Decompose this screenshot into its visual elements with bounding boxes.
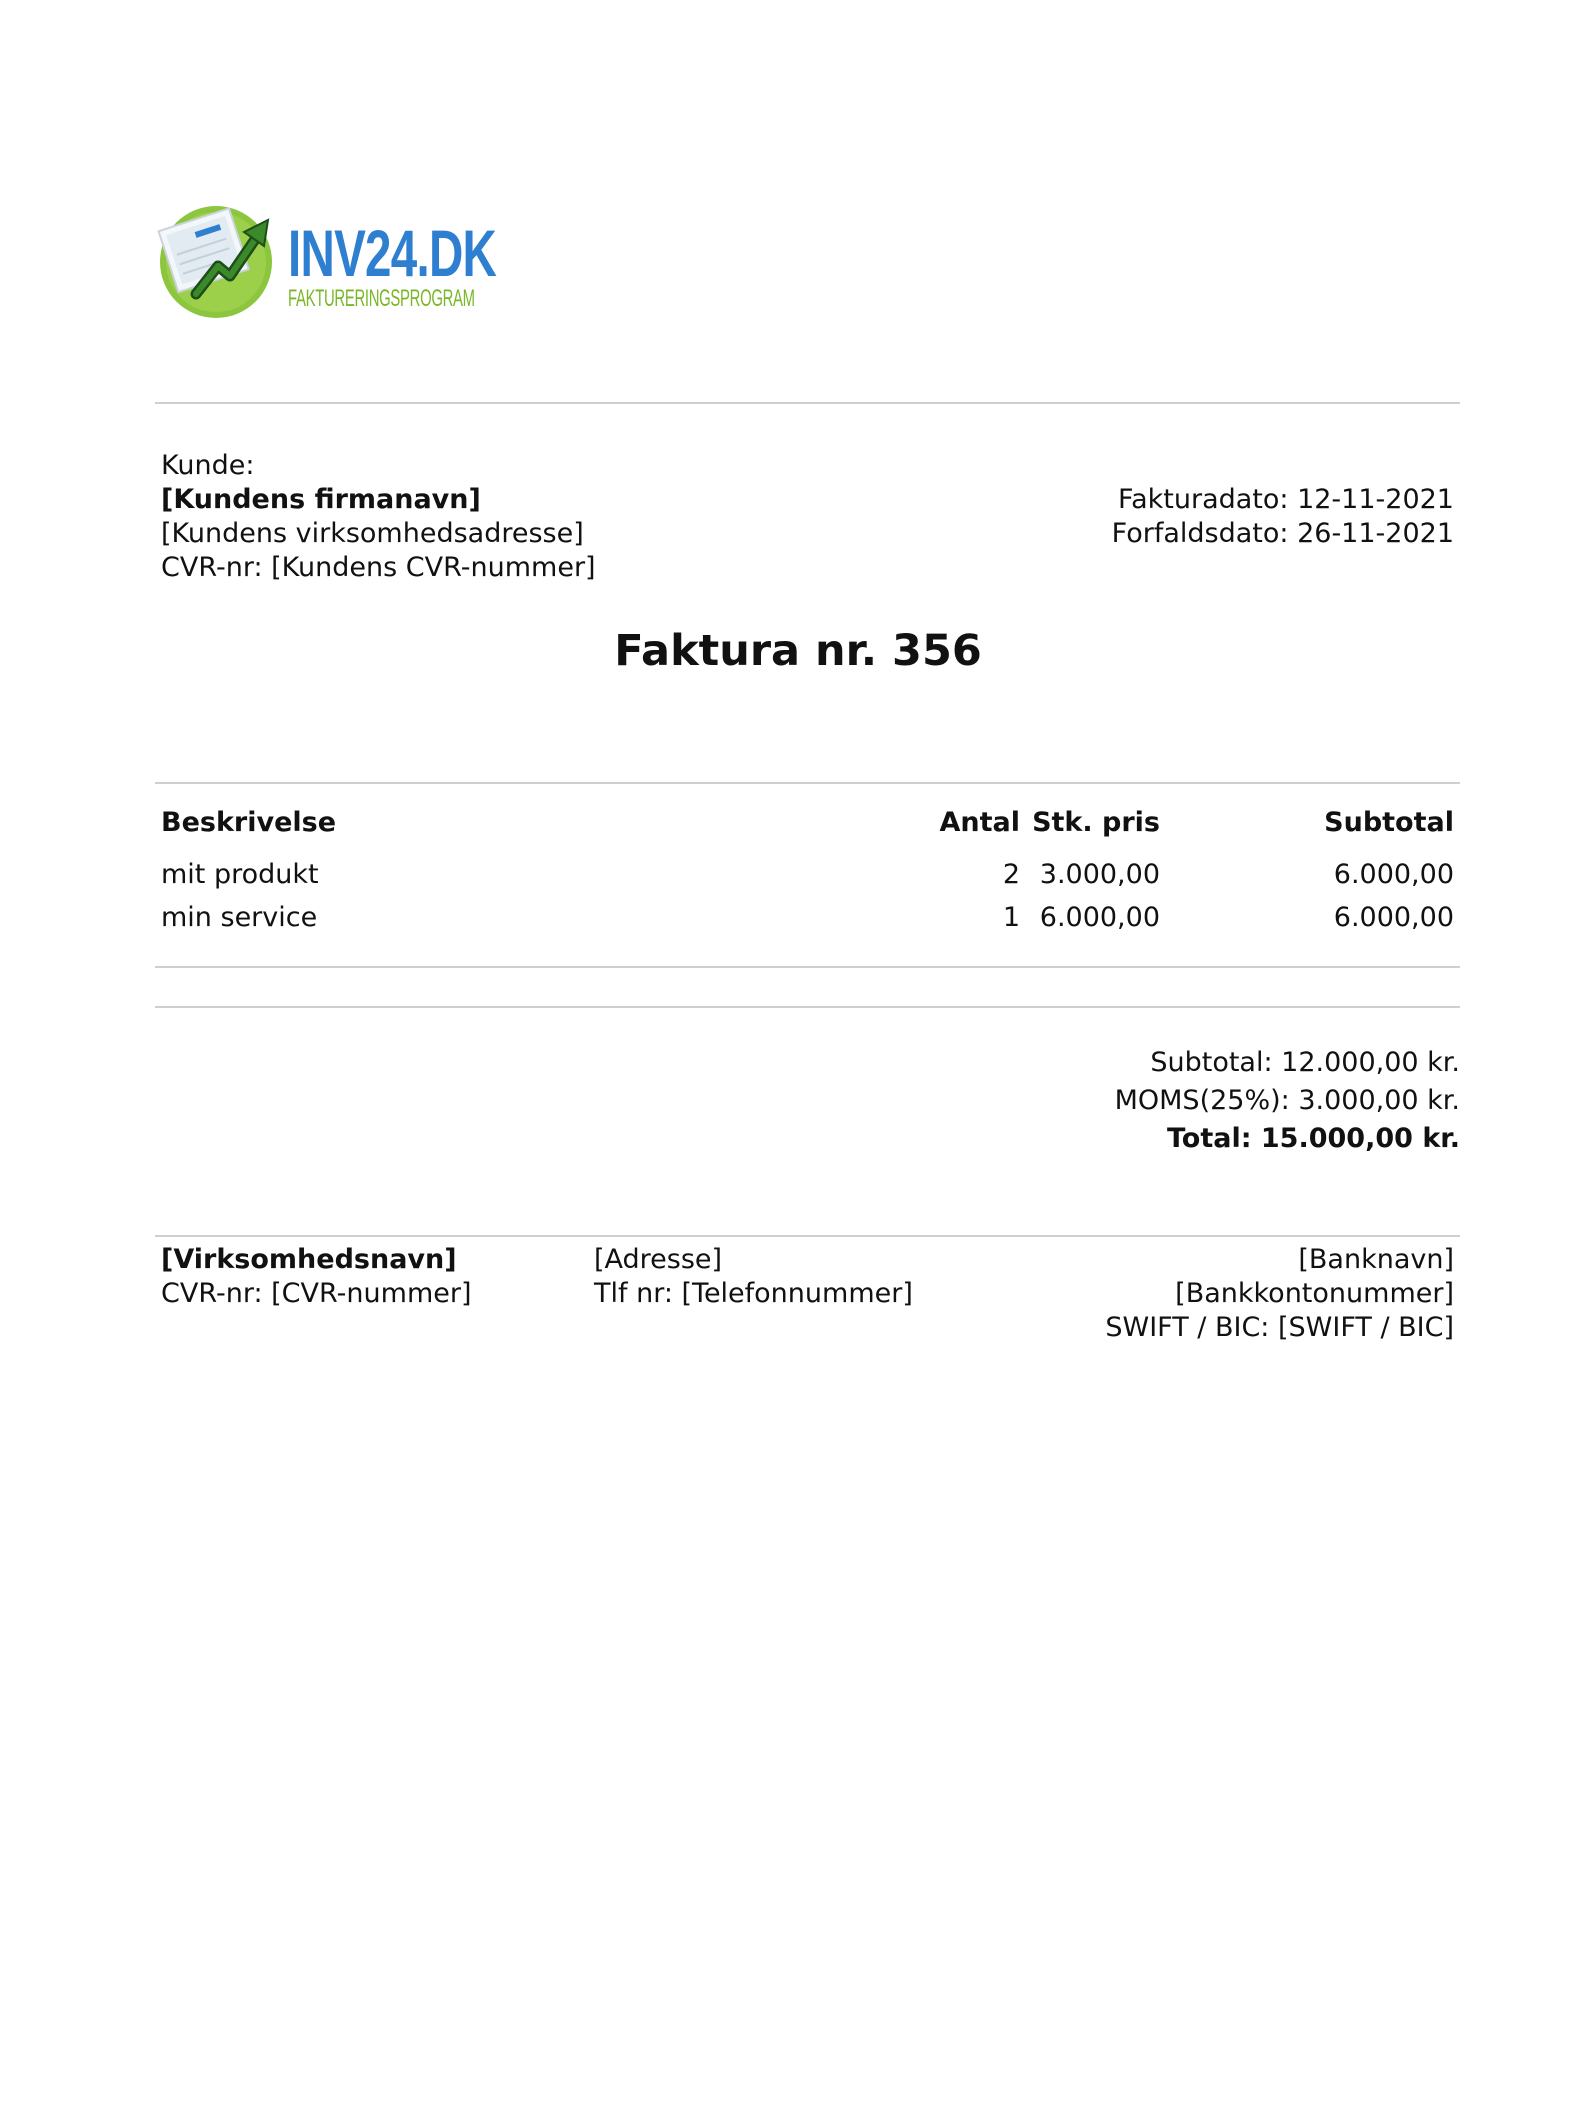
- footer-phone: Tlf nr: [Telefonnummer]: [594, 1278, 913, 1309]
- brand-name: INV24.DK: [288, 216, 497, 290]
- item-unit-price: 3.000,00: [1039, 859, 1160, 890]
- header-quantity: Antal: [939, 807, 1020, 838]
- table-header-row: [161, 806, 1454, 858]
- totals-total: Total: 15.000,00 kr.: [1166, 1123, 1460, 1154]
- table-row: [161, 858, 1454, 901]
- header-subtotal: Subtotal: [1324, 807, 1454, 838]
- totals-subtotal: Subtotal: 12.000,00 kr.: [1150, 1047, 1460, 1078]
- customer-cvr: CVR-nr: [Kundens CVR-nummer]: [161, 552, 596, 583]
- brand-logo: [156, 196, 496, 320]
- items-table: [161, 806, 1454, 944]
- footer-swift: SWIFT / BIC: [SWIFT / BIC]: [1105, 1312, 1454, 1343]
- footer-address: [Adresse]: [594, 1244, 723, 1275]
- items-top-divider: [155, 782, 1460, 784]
- footer-cvr: CVR-nr: [CVR-nummer]: [161, 1278, 472, 1309]
- item-subtotal: 6.000,00: [1333, 859, 1454, 890]
- totals-vat: MOMS(25%): 3.000,00 kr.: [1114, 1085, 1460, 1116]
- invoice-date: Fakturadato: 12-11-2021: [1118, 484, 1454, 515]
- logo-emblem-icon: [156, 196, 286, 320]
- header-unit-price: Stk. pris: [1032, 807, 1160, 838]
- table-row: [161, 901, 1454, 944]
- totals-top-divider: [155, 1006, 1460, 1008]
- customer-label: Kunde:: [161, 450, 255, 481]
- item-quantity: 2: [1002, 859, 1020, 890]
- item-description: mit produkt: [161, 859, 319, 890]
- customer-address: [Kundens virksomhedsadresse]: [161, 518, 584, 549]
- items-bottom-divider: [155, 966, 1460, 968]
- footer-bank-account: [Bankkontonummer]: [1175, 1278, 1454, 1309]
- header-divider: [155, 402, 1460, 404]
- footer-company: [Virksomhedsnavn]: [161, 1244, 457, 1275]
- brand-tagline: FAKTURERINGSPROGRAM: [288, 285, 475, 312]
- footer-divider: [155, 1235, 1460, 1237]
- item-description: min service: [161, 902, 318, 933]
- footer-bank-name: [Banknavn]: [1298, 1244, 1454, 1275]
- item-subtotal: 6.000,00: [1333, 902, 1454, 933]
- item-quantity: 1: [1002, 902, 1020, 933]
- invoice-title: Faktura nr. 356: [614, 626, 982, 676]
- item-unit-price: 6.000,00: [1039, 902, 1160, 933]
- customer-company: [Kundens firmanavn]: [161, 484, 481, 515]
- header-description: Beskrivelse: [161, 807, 337, 838]
- due-date: Forfaldsdato: 26-11-2021: [1111, 518, 1454, 549]
